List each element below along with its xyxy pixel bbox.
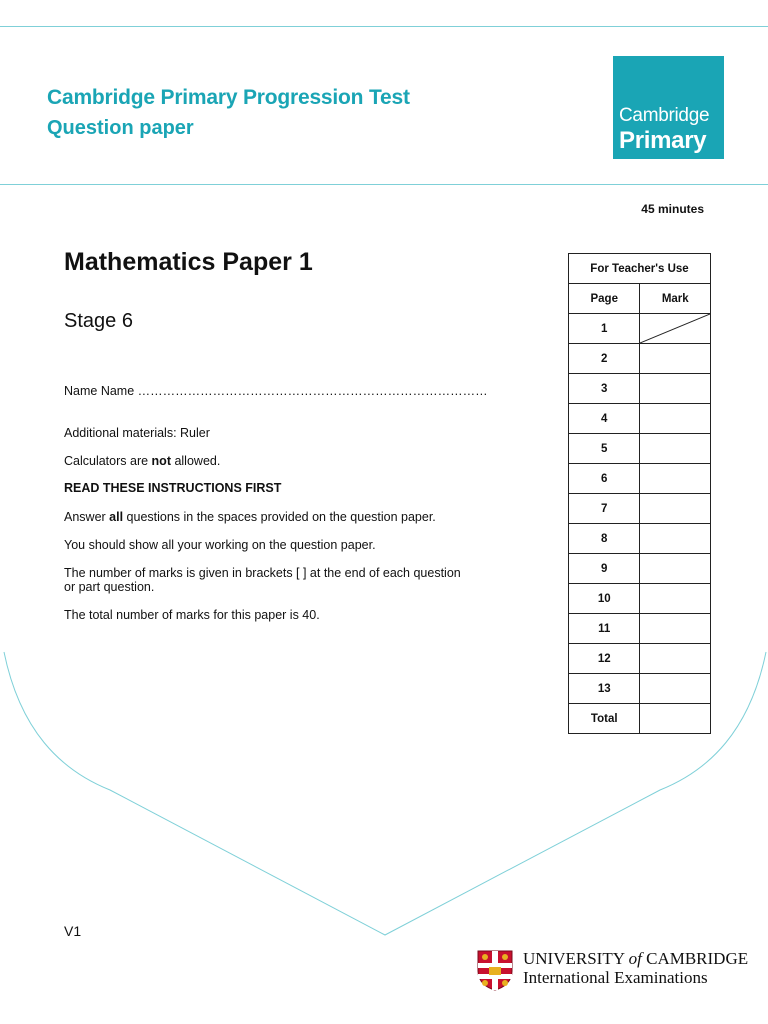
header-title: Cambridge Primary Progression Test — [47, 86, 410, 109]
mark-cell[interactable] — [640, 644, 711, 674]
calculators-bold: not — [151, 454, 171, 468]
name-line[interactable]: Name Name ………………………………………………………………………… — [64, 384, 488, 398]
instructions-heading: READ THESE INSTRUCTIONS FIRST — [64, 481, 282, 495]
crest-icon — [476, 949, 514, 991]
total-mark-cell[interactable] — [640, 704, 711, 734]
logo-line2: Primary — [619, 127, 707, 154]
page-cell: 3 — [569, 374, 640, 404]
diagonal-strike — [640, 314, 710, 343]
calculators-post: allowed. — [170, 454, 221, 468]
total-row — [569, 704, 711, 734]
mark-cell[interactable] — [640, 584, 711, 614]
page-cell: 2 — [569, 344, 640, 374]
duration: 45 minutes — [641, 202, 704, 216]
table-row — [569, 344, 711, 374]
teacher-marks-table — [568, 253, 711, 734]
mark-cell[interactable] — [640, 674, 711, 704]
working-note: You should show all your working on the question paper. — [64, 538, 376, 552]
col-mark-header: Mark — [640, 284, 711, 314]
table-row — [569, 524, 711, 554]
university-of: of — [628, 949, 642, 968]
table-row — [569, 584, 711, 614]
mark-cell[interactable] — [640, 434, 711, 464]
answer-note — [64, 510, 436, 524]
mark-cell[interactable] — [640, 494, 711, 524]
mark-cell-struck — [640, 314, 711, 344]
cambridge-primary-logo — [613, 56, 724, 159]
table-row — [569, 464, 711, 494]
exam-board-name: International Examinations — [523, 968, 708, 987]
header-subtitle: Question paper — [47, 117, 194, 139]
university-post: CAMBRIDGE — [641, 949, 749, 968]
mark-cell[interactable] — [640, 344, 711, 374]
page-cell: 1 — [569, 314, 640, 344]
page-cell: 4 — [569, 404, 640, 434]
stage-label: Stage 6 — [64, 310, 133, 332]
university-name — [523, 949, 748, 969]
calculators-pre: Calculators are — [64, 454, 152, 468]
calculators-note — [64, 454, 220, 468]
mark-cell[interactable] — [640, 614, 711, 644]
top-rule — [0, 26, 768, 27]
additional-materials: Additional materials: Ruler — [64, 426, 210, 440]
page-cell: 7 — [569, 494, 640, 524]
table-row — [569, 434, 711, 464]
logo-line1: Cambridge — [619, 105, 710, 126]
table-row — [569, 494, 711, 524]
paper-title: Mathematics Paper 1 — [64, 248, 313, 276]
mark-cell[interactable] — [640, 374, 711, 404]
mark-cell[interactable] — [640, 404, 711, 434]
mark-cell[interactable] — [640, 464, 711, 494]
page-cell: 13 — [569, 674, 640, 704]
table-row — [569, 374, 711, 404]
answer-post: questions in the spaces provided on the question paper. — [123, 510, 436, 524]
table-row — [569, 614, 711, 644]
table-row — [569, 404, 711, 434]
page-cell: 9 — [569, 554, 640, 584]
page-cell: 8 — [569, 524, 640, 554]
page-cell: 10 — [569, 584, 640, 614]
university-of-cambridge-logo — [476, 949, 749, 993]
university-pre: UNIVERSITY — [523, 949, 629, 968]
table-row — [569, 674, 711, 704]
version-label: V1 — [64, 923, 82, 939]
page-cell: 11 — [569, 614, 640, 644]
page-cell: 5 — [569, 434, 640, 464]
table-row — [569, 314, 711, 344]
answer-bold: all — [109, 510, 124, 524]
answer-pre: Answer — [64, 510, 110, 524]
name-dots: Name ………………………………………………………………………… — [100, 384, 488, 398]
col-page-header: Page — [569, 284, 640, 314]
marks-note-line1: The number of marks is given in brackets [ ] at the end of each question — [64, 566, 461, 580]
table-row — [569, 644, 711, 674]
table-row — [569, 554, 711, 584]
total-label: Total — [569, 704, 640, 734]
page-cell: 6 — [569, 464, 640, 494]
page-cell: 12 — [569, 644, 640, 674]
table-title: For Teacher's Use — [569, 254, 711, 284]
total-marks-note: The total number of marks for this paper is 40. — [64, 608, 320, 622]
marks-note-line2: or part question. — [64, 580, 155, 594]
mark-cell[interactable] — [640, 524, 711, 554]
mark-cell[interactable] — [640, 554, 711, 584]
header-rule — [0, 184, 768, 185]
